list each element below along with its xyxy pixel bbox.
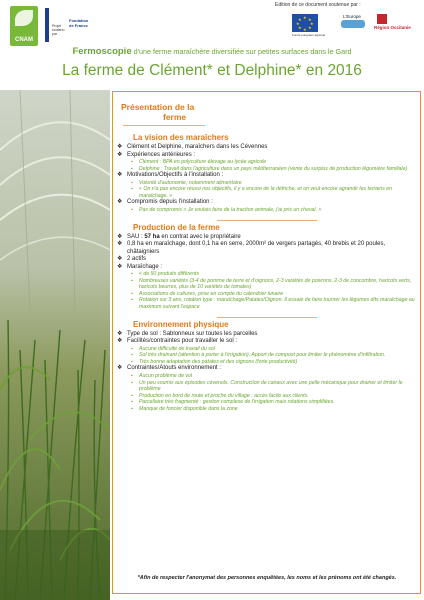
sub-list-item: ▪ Volonté d'autonomie, notamment alimentaire [117,180,419,187]
eu-flag-logo: ★ ★ ★ ★ ★ ★ ★ ★ Fonds européen agricole [292,15,326,37]
leaf-icon [15,10,33,26]
footnote: *Afin de respecter l'anonymat des personnes enquêtées, les noms et les prénoms ont été changés. [137,575,397,581]
list-item: ❖ Maraîchage : [117,264,419,272]
sub-list-item: ▪ Production en bord de route et proche du village : accès facile aux clients. [117,393,419,400]
sub-list-item: ▪ Parcellaire très fragmenté : gestion complexe de l'irrigation mais rotations simplifiées. [117,399,419,406]
presentation-content [117,102,419,412]
production-list [117,241,419,311]
europe-logo [340,14,366,32]
list-item: ❖ 2 actifs [117,256,419,264]
list-item: ❖ Motivations/Objectifs à l'installation : [117,172,419,180]
fondation-name: Fondation de France [69,18,89,28]
sub-list-item: ▪ Aucun problème de vol [117,373,419,380]
list-item: ❖ Clément et Delphine, maraîchers dans les Cévennes [117,144,419,152]
sub-list-item: ▪ Très bonne adaptation des patates et des oignons (forte productivité) [117,359,419,366]
europe-logo-text: L'Europe [343,14,361,19]
subtitle-rest: d'une ferme maraîchère diversifiée sur petites surfaces dans le Gard [131,47,352,56]
presentation-title: Présentation de la ferme [121,102,195,122]
list-item: ❖ Type de sol : Sablonneux sur toutes les parcelles [117,331,419,339]
sub-list-item: ▪ Associations de cultures, prise en compte du calendrier lunaire [117,291,419,298]
vision-list [117,144,419,214]
page-subtitle [0,46,424,57]
region-logo-text: Région Occitanie [374,25,411,30]
environment-list [117,331,419,413]
sub-list-item: ▪ Clément : BPA en polyculture élevage au lycée agricole [117,159,419,166]
sub-list-item: ▪ Rotation sur 3 ans, rotation type : maraîchage/Patates/Oignon. Il essaie de faire tourner les légumes dits maraîchage au maximum suivant l'espace [117,297,419,310]
sub-list-item: ▪ Sol très drainant (attention à porter à l'irrigation). Apport de compost pour limiter le phénomène d'infiltration. [117,352,419,359]
cnam-logo [10,6,38,46]
sub-list-item: ▪ Un peu soumis aux épisodes cévenols. Construction de canaux avec une pelle mécanique pour drainer et limiter le problème [117,380,419,393]
page-title: La ferme de Clément* et Delphine* en 2016 [62,62,362,79]
sub-list-item: ▪ Manque de foncier disponible dans la zone [117,406,419,413]
production-title: Production de la ferme [133,222,220,232]
vision-title: La vision des maraîchers [133,133,229,142]
fondation-small-text: Projet soutenu par [52,24,65,36]
greenhouse-photo [0,90,110,600]
funding-note: Edition de ce document soutenue par : [275,2,361,8]
sub-list-item: ▪ Pas de compromis « Je voulais faire de la traction animale, j'ai pris un cheval. » [117,207,419,214]
sub-list-item: ▪ « On n'a pas encore réussi nos objectifs, il y a encore de la défriche, et on veut encore agrandir les terrains en maraîchage. » [117,186,419,199]
eu-caption: Fonds européen agricole [292,33,326,37]
sub-list-item: ▪ « de 50 produits différents [117,271,419,278]
sub-list-item: ▪ Aucune difficulté de travail du sol [117,346,419,353]
sau-item: ❖ SAU : 57 ha en contrat avec le propriétaire [117,234,419,242]
list-item: ❖ Facilités/contraintes pour travailler le sol : [117,338,419,346]
subtitle-bold: Fermoscopie [72,46,132,57]
list-item: ❖ 0,8 ha en maraîchage, dont 0,1 ha en serre, 2000m² de vergers partagés, 40 brebis et 20 poules, châtaigniers [117,241,419,256]
list-item: ❖ Compromis depuis l'installation : [117,199,419,207]
cnam-logo-text: CNAM [15,37,33,43]
list-item: ❖ Contraintes/Atouts environnement : [117,365,419,373]
occitanie-logo [374,14,410,32]
occitan-cross-icon [377,14,387,24]
list-item: ❖ Expériences antérieures : [117,152,419,160]
environment-title: Environnement physique [133,319,229,329]
fondation-de-france-logo [45,8,87,42]
sub-list-item: ▪ Nombreuses variétés (3-4 de pomme de terre et d'oignons, 2-3 variétés de poivrons, 2-3 de concombre, haricots verts, haricots beurres, plus de 10 variétés de tomates) [117,278,419,291]
sub-list-item: ▪ Delphine : Travail dans l'agriculture dans un pays méditerranéen (vente du surplus de production légumière familiale) [117,166,419,173]
